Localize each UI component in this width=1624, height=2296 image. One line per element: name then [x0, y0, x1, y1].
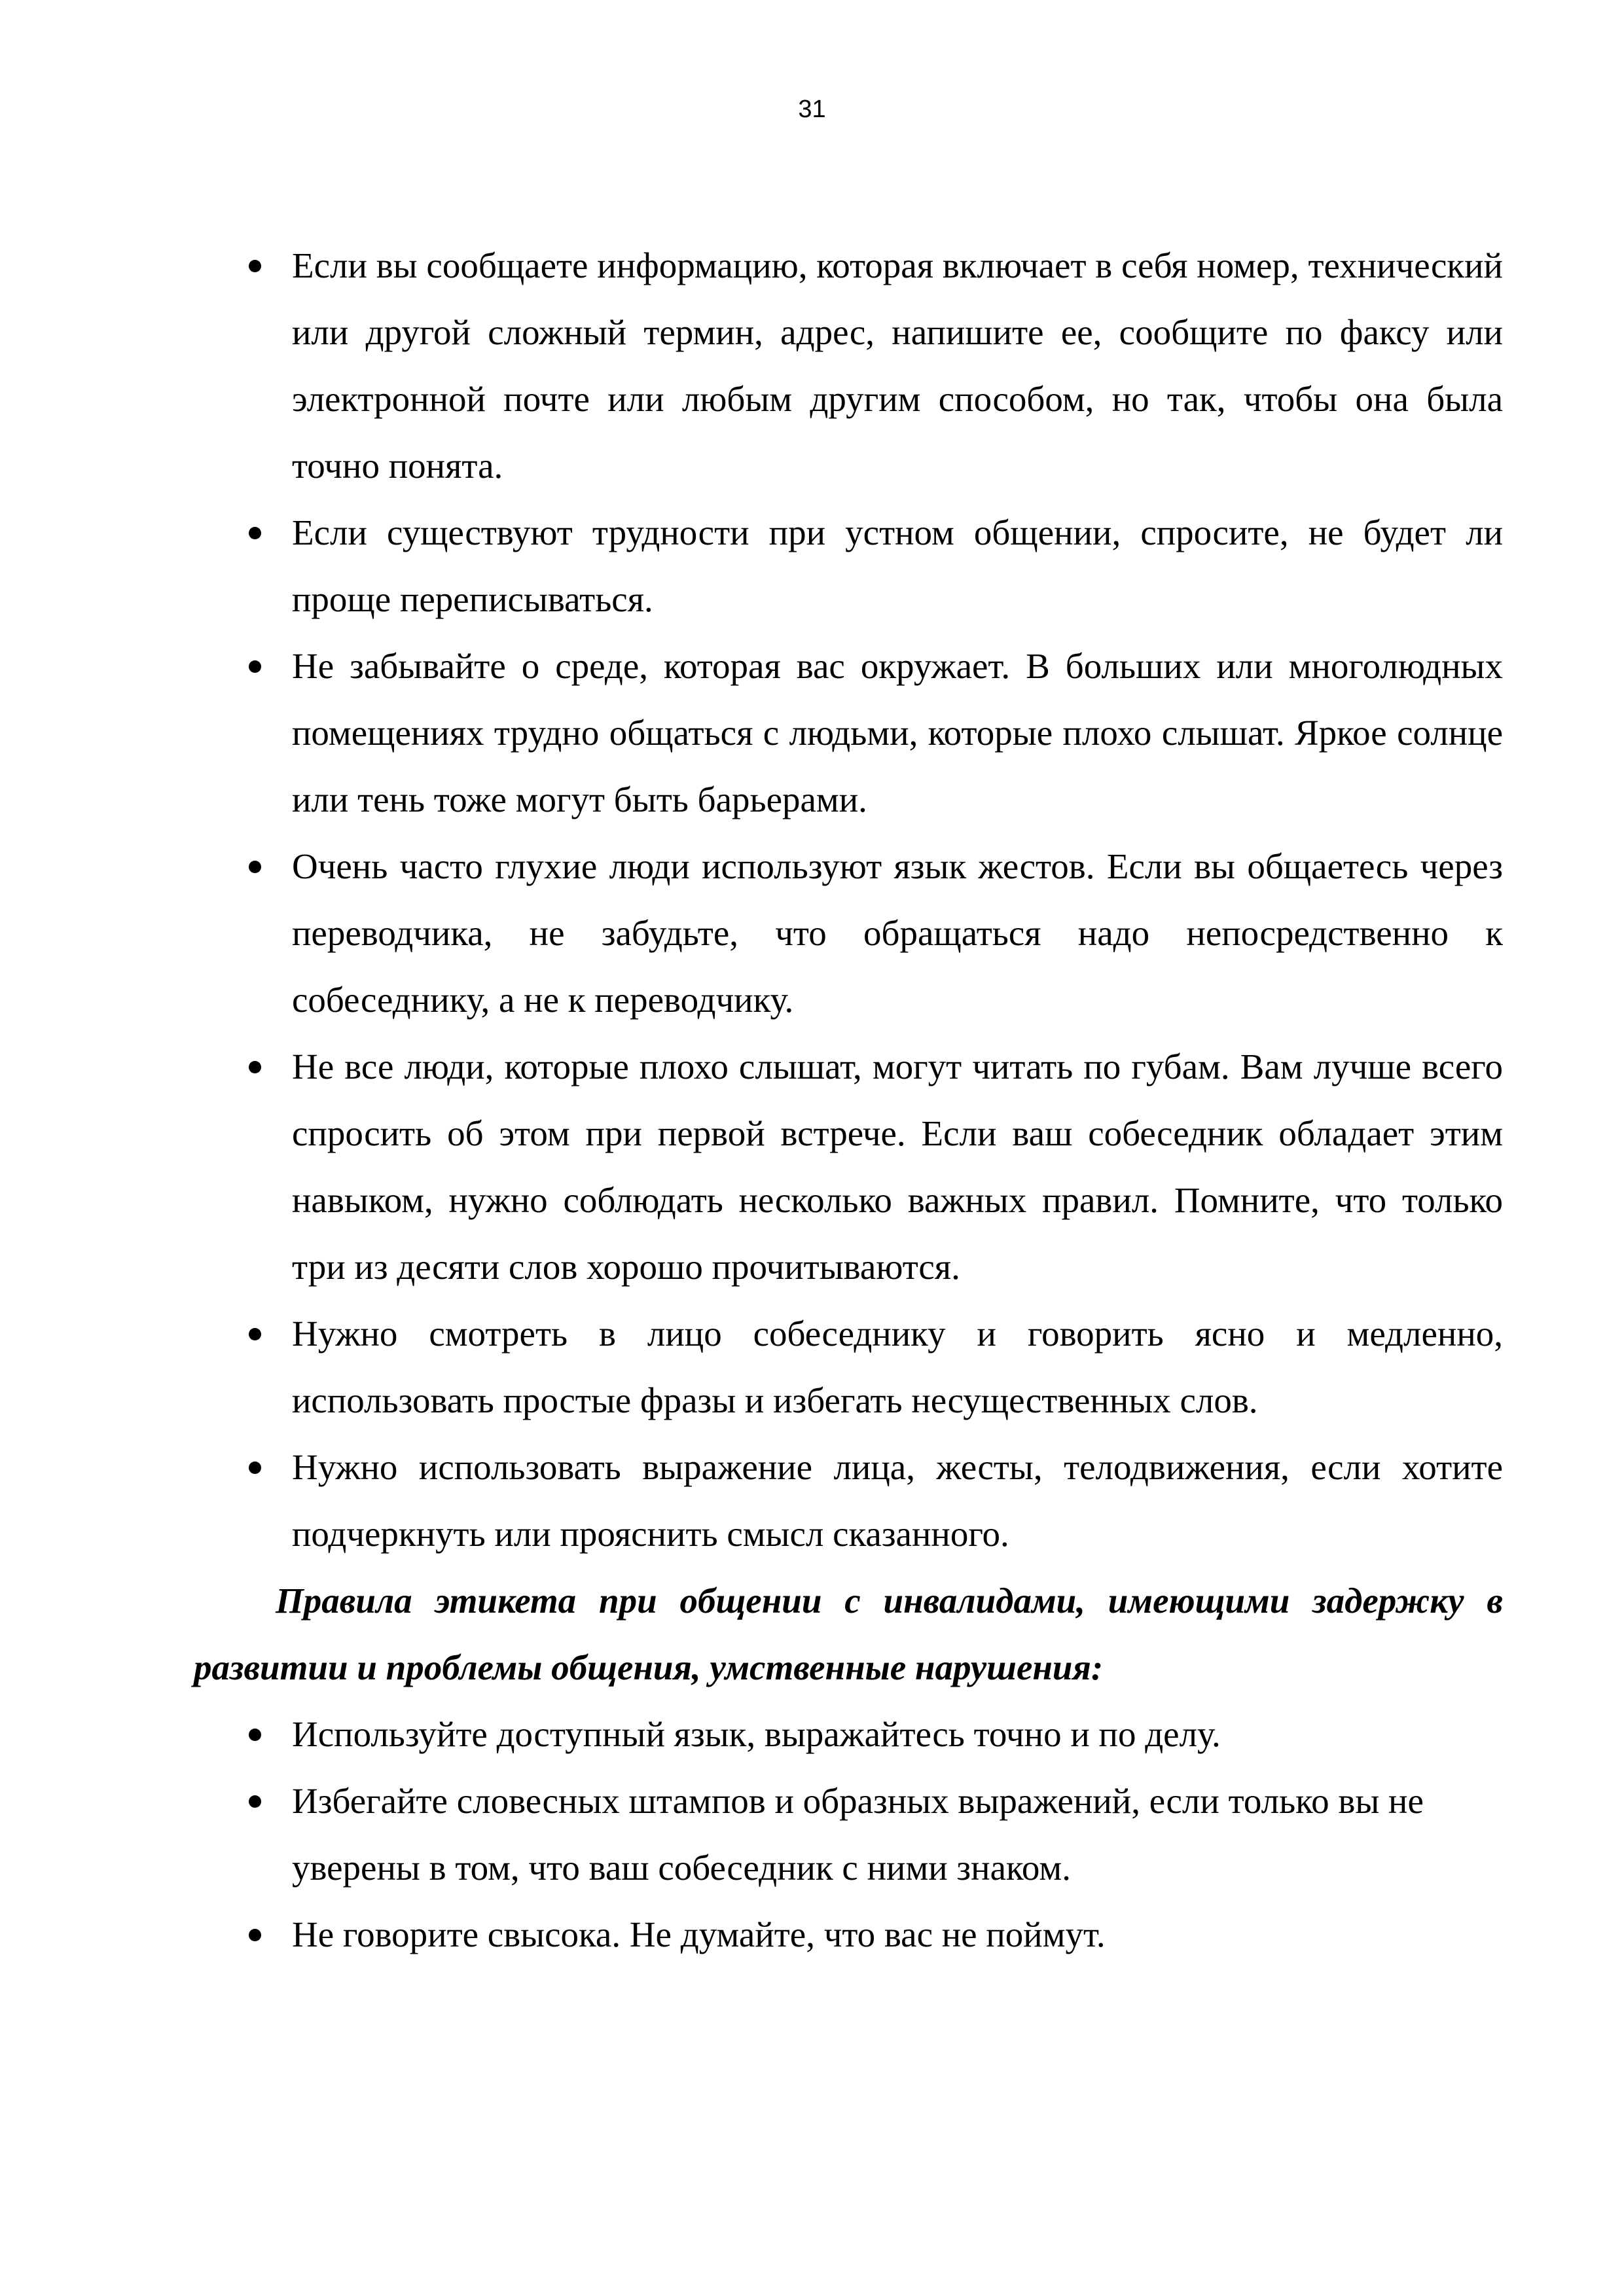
list-item: Нужно использовать выражение лица, жесты, телодвижения, если хотите подчеркнуть или прояснить смысл сказанного.	[194, 1434, 1503, 1568]
bullet-list-hearing	[194, 232, 1503, 1568]
list-item: Не говорите свысока. Не думайте, что вас не поймут.	[194, 1901, 1503, 1968]
document-body	[194, 232, 1503, 1968]
list-item: Если существуют трудности при устном общении, спросите, не будет ли проще переписываться.	[194, 499, 1503, 633]
list-item: Не забывайте о среде, которая вас окружает. В больших или многолюдных помещениях трудно общаться с людьми, которые плохо слышат. Яркое солнце или тень тоже могут быть барьерами.	[194, 633, 1503, 833]
section-heading: Правила этикета при общении с инвалидами, имеющими задержку в развитии и проблемы общения, умственные нарушения:	[194, 1581, 1503, 1687]
list-item: Используйте доступный язык, выражайтесь точно и по делу.	[194, 1701, 1503, 1768]
page-number: 31	[798, 96, 826, 123]
list-item: Избегайте словесных штампов и образных выражений, если только вы не уверены в том, что ваш собеседник с ними знаком.	[194, 1768, 1503, 1901]
bullet-list-development	[194, 1701, 1503, 1968]
list-item: Если вы сообщаете информацию, которая включает в себя номер, технический или другой сложный термин, адрес, напишите ее, сообщите по факсу или электронной почте или любым другим способом, но так, чтобы она была точно понята.	[194, 232, 1503, 499]
list-item: Не все люди, которые плохо слышат, могут читать по губам. Вам лучше всего спросить об этом при первой встрече. Если ваш собеседник обладает этим навыком, нужно соблюдать несколько важных правил. Помните, что только три из десяти слов хорошо прочитываются.	[194, 1033, 1503, 1300]
list-item: Нужно смотреть в лицо собеседнику и говорить ясно и медленно, использовать простые фразы и избегать несущественных слов.	[194, 1300, 1503, 1434]
list-item: Очень часто глухие люди используют язык жестов. Если вы общаетесь через переводчика, не забудьте, что обращаться надо непосредственно к собеседнику, а не к переводчику.	[194, 833, 1503, 1033]
